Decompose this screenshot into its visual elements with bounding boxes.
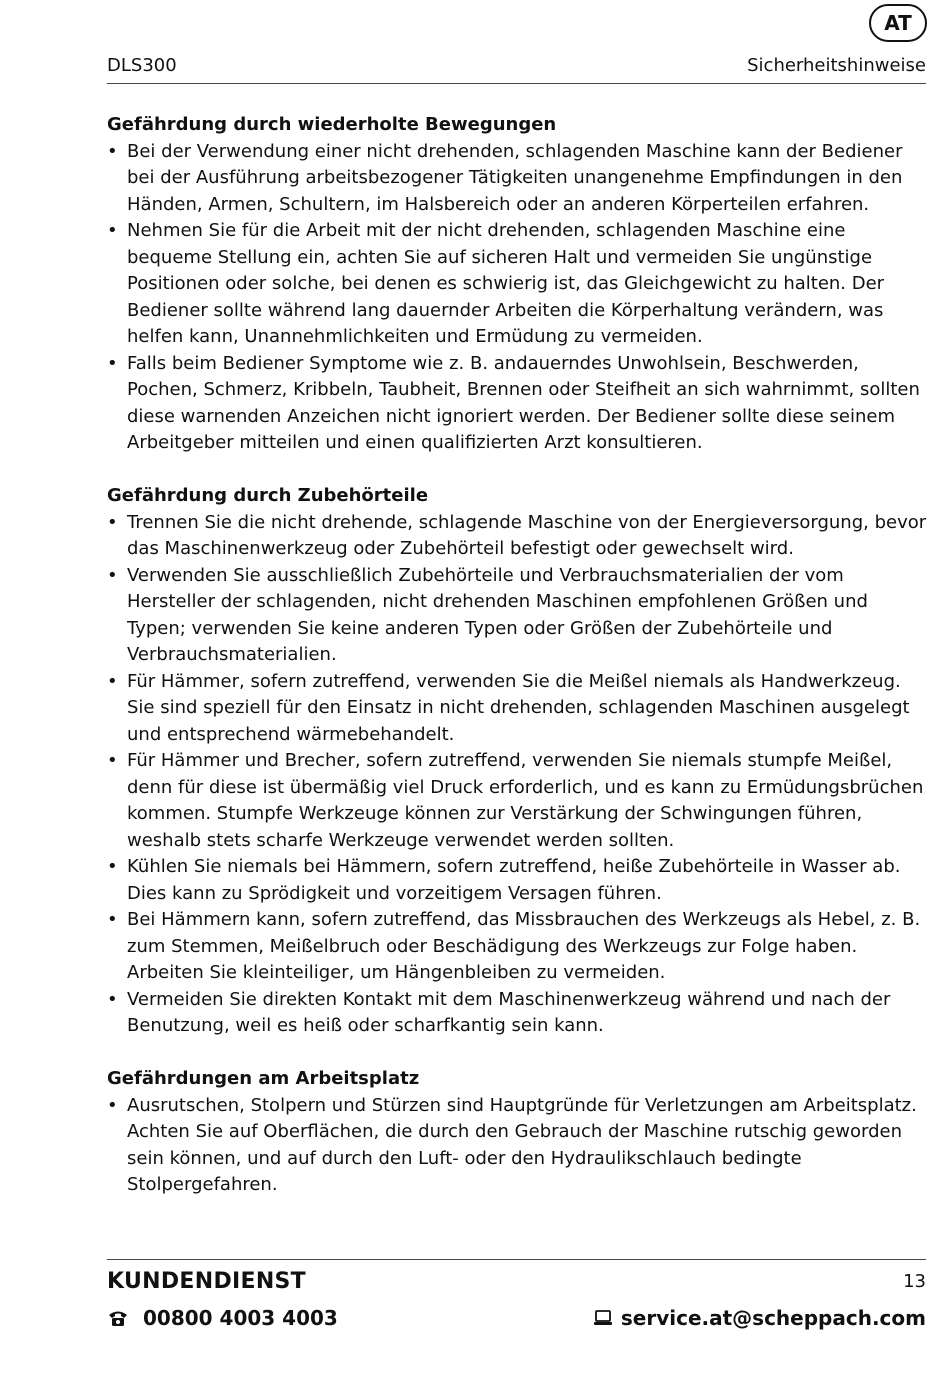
list-item: • Für Hämmer, sofern zutreffend, verwenden Sie die Meißel niemals als Handwerkzeug. Sie sind speziell für den Einsatz in nicht drehenden, schlagenden Maschinen ausgelegt und entsprechend wärmebehandelt. <box>107 669 929 749</box>
section-heading: Gefährdung durch wiederholte Bewegungen <box>107 114 557 135</box>
bullet-list <box>107 1093 929 1199</box>
page-header <box>107 53 926 77</box>
laptop-icon <box>593 1310 613 1326</box>
list-item: • Falls beim Bediener Symptome wie z. B. andauerndes Unwohlsein, Beschwerden, Pochen, Schmerz, Kribbeln, Taubheit, Brennen oder Steifheit an sich wahrnimmt, sollten diese warnenden Anzeichen nicht ignoriert werden. Der Bediener sollte diese seinem Arbeitgeber mitteilen und einen qualifizierten Arzt konsultieren. <box>107 351 929 457</box>
service-title: KUNDENDIENST <box>107 1268 306 1294</box>
model-name: DLS300 <box>107 54 177 76</box>
list-item: • Ausrutschen, Stolpern und Stürzen sind Hauptgründe für Verletzungen am Arbeitsplatz. Achten Sie auf Oberflächen, die durch den Gebrauch der Maschine rutschig geworden sein können, und auf durch den Luft- oder den Hydraulikschlauch bedingte Stolpergefahren. <box>107 1093 929 1199</box>
list-item: • Verwenden Sie ausschließlich Zubehörteile und Verbrauchsmaterialien der vom Hersteller der schlagenden, nicht drehenden Maschinen empfohlenen Größen und Typen; verwenden Sie keine anderen Typen oder Größen der Zubehörteile und Verbrauchsmaterialien. <box>107 563 929 669</box>
list-item: • Nehmen Sie für die Arbeit mit der nicht drehenden, schlagenden Maschine eine bequeme Stellung ein, achten Sie auf sicheren Halt und vermeiden Sie ungünstige Positionen oder solche, bei denen es schwierig ist, das Gleichgewicht zu halten. Der Bediener sollte während lang dauernder Arbeiten die Körperhaltung verändern, was helfen kann, Unannehmlichkeiten und Ermüdung zu vermeiden. <box>107 218 929 351</box>
footer-divider <box>107 1259 926 1260</box>
list-item: • Bei der Verwendung einer nicht drehenden, schlagenden Maschine kann der Bediener bei der Ausführung arbeitsbezogener Tätigkeiten unangenehme Empfindungen in den Händen, Armen, Schultern, im Halsbereich oder an anderen Körperteilen erfahren. <box>107 139 929 219</box>
list-item: • Kühlen Sie niemals bei Hämmern, sofern zutreffend, heiße Zubehörteile in Wasser ab. Dies kann zu Sprödigkeit und vorzeitigem Versagen führen. <box>107 854 929 907</box>
section-title: Sicherheitshinweise <box>747 54 926 76</box>
phone-contact <box>107 1306 338 1330</box>
bullet-list <box>107 510 929 1040</box>
list-item: • Bei Hämmern kann, sofern zutreffend, das Missbrauchen des Werkzeugs als Hebel, z. B. zum Stemmen, Meißelbruch oder Beschädigung des Werkzeugs zur Folge haben. Arbeiten Sie kleinteiliger, um Hängenbleiben zu vermeiden. <box>107 907 929 987</box>
section-workplace <box>107 1066 929 1199</box>
footer-contacts <box>107 1303 926 1333</box>
email-address[interactable]: service.at@scheppach.com <box>620 1306 926 1330</box>
bullet-list <box>107 139 929 457</box>
email-contact <box>593 1306 926 1330</box>
list-item: • Vermeiden Sie direkten Kontakt mit dem Maschinenwerkzeug während und nach der Benutzung, weil es heiß oder scharfkantig sein kann. <box>107 987 929 1040</box>
section-accessories <box>107 483 929 1040</box>
main-content <box>107 112 929 1225</box>
header-divider <box>107 83 926 84</box>
page-number: 13 <box>903 1270 926 1292</box>
phone-icon <box>107 1309 129 1327</box>
section-heading: Gefährdung durch Zubehörteile <box>107 485 429 506</box>
footer-top <box>107 1266 926 1296</box>
section-heading: Gefährdungen am Arbeitsplatz <box>107 1068 420 1089</box>
list-item: • Für Hämmer und Brecher, sofern zutreffend, verwenden Sie niemals stumpfe Meißel, denn für diese ist übermäßig viel Druck erforderlich, und es kann zu Ermüdungsbrüchen kommen. Stumpfe Werkzeuge können zur Verstärkung der Schwingungen führen, weshalb stets scharfe Werkzeuge verwendet werden sollten. <box>107 748 929 854</box>
country-badge: AT <box>869 4 927 42</box>
phone-number[interactable]: 00800 4003 4003 <box>143 1306 338 1330</box>
list-item: • Trennen Sie die nicht drehende, schlagende Maschine von der Energieversorgung, bevor das Maschinenwerkzeug oder Zubehörteil befestigt oder gewechselt wird. <box>107 510 929 563</box>
section-repetitive-motion <box>107 112 929 457</box>
